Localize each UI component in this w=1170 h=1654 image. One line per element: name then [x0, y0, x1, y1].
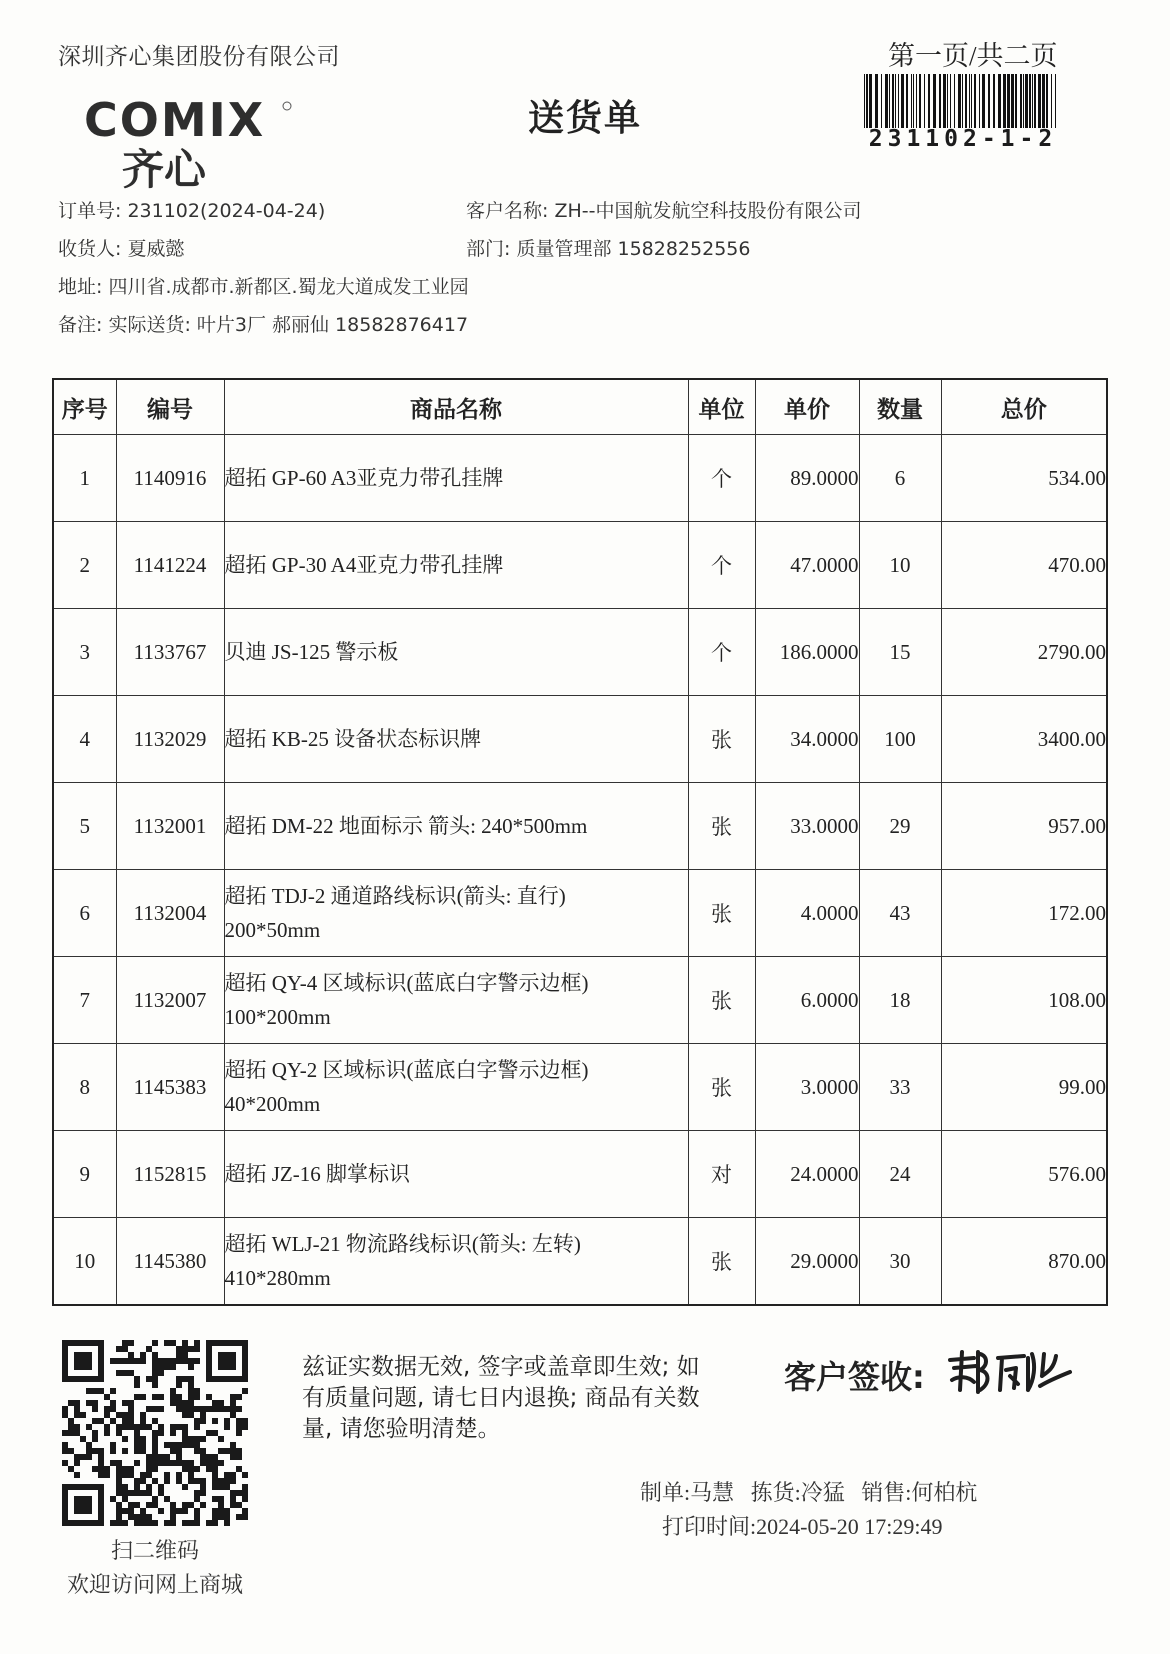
barcode [862, 74, 1062, 128]
item-name-line: 超拓 QY-2 区域标识(蓝底白字警示边框) [224, 1058, 589, 1082]
barcode-bar [911, 74, 912, 128]
maker-label: 制单: [640, 1480, 691, 1505]
barcode-bar [1038, 74, 1041, 128]
barcode-bar [1029, 74, 1031, 128]
column-header: 编号 [116, 379, 224, 435]
item-name [224, 1044, 688, 1131]
item-name-line: 超拓 JZ-16 脚掌标识 [224, 1162, 410, 1186]
barcode-bar [965, 74, 967, 128]
barcode-bar [928, 74, 930, 128]
svg-text:齐心: 齐心 [122, 145, 207, 192]
item-price: 4.0000 [755, 870, 859, 957]
item-price: 29.0000 [755, 1218, 859, 1306]
item-name [224, 783, 688, 870]
item-total: 99.00 [941, 1044, 1107, 1131]
table-row [53, 870, 1107, 957]
barcode-bar [939, 74, 941, 128]
item-name [224, 696, 688, 783]
row-index: 1 [53, 435, 116, 522]
item-quantity: 24 [859, 1131, 941, 1218]
table-row [53, 1131, 1107, 1218]
barcode-bar [993, 74, 995, 128]
order-number-line [58, 196, 325, 223]
barcode-bar [1025, 74, 1028, 128]
item-name-line: 超拓 TDJ-2 通道路线标识(箭头: 直行) [224, 884, 566, 908]
department-line [466, 234, 750, 261]
item-quantity: 18 [859, 957, 941, 1044]
item-code: 1133767 [116, 609, 224, 696]
item-code: 1132004 [116, 870, 224, 957]
barcode-bar [913, 74, 914, 128]
svg-text:COMIX: COMIX [84, 93, 266, 147]
barcode-bar [943, 74, 946, 128]
item-total: 576.00 [941, 1131, 1107, 1218]
item-unit: 个 [688, 435, 755, 522]
barcode-bar [875, 74, 878, 128]
row-index: 7 [53, 957, 116, 1044]
barcode-bar [950, 74, 951, 128]
barcode-bar [889, 74, 890, 128]
table-row [53, 1218, 1107, 1306]
barcode-bar [962, 74, 963, 128]
row-index: 9 [53, 1131, 116, 1218]
item-name-line: 超拓 DM-22 地面标示 箭头: 240*500mm [224, 814, 588, 838]
barcode-bar [892, 74, 894, 128]
item-unit: 张 [688, 1044, 755, 1131]
barcode-bar [1055, 74, 1056, 128]
goods-table [52, 378, 1108, 1306]
item-name-line: 超拓 GP-60 A3亚克力带孔挂牌 [224, 466, 504, 490]
item-code: 1140916 [116, 435, 224, 522]
item-total: 108.00 [941, 957, 1107, 1044]
receiver-line [58, 234, 184, 261]
item-price: 89.0000 [755, 435, 859, 522]
item-code: 1132029 [116, 696, 224, 783]
print-time: 2024-05-20 17:29:49 [756, 1514, 943, 1539]
remark: 实际送货: 叶片3厂 郝丽仙 18582876417 [108, 314, 469, 336]
column-header: 数量 [859, 379, 941, 435]
table-row [53, 609, 1107, 696]
picker-label: 拣货: [750, 1480, 801, 1505]
item-quantity: 100 [859, 696, 941, 783]
item-quantity: 30 [859, 1218, 941, 1306]
item-name [224, 609, 688, 696]
barcode-bar [919, 74, 921, 128]
table-header-row [53, 379, 1107, 435]
address-line [58, 272, 469, 299]
handwritten-signature [944, 1346, 1074, 1398]
barcode-bar [1046, 74, 1048, 128]
item-price: 24.0000 [755, 1131, 859, 1218]
item-price: 6.0000 [755, 957, 859, 1044]
maker-name: 马慧 [690, 1480, 735, 1505]
customer-label: 客户名称: [466, 200, 549, 222]
item-unit: 张 [688, 783, 755, 870]
item-name [224, 957, 688, 1044]
row-index: 8 [53, 1044, 116, 1131]
barcode-bar [864, 74, 865, 128]
customer-signature-label: 客户签收: [784, 1358, 925, 1396]
item-total: 534.00 [941, 435, 1107, 522]
column-header: 单位 [688, 379, 755, 435]
barcode-bar [924, 74, 925, 128]
item-unit: 个 [688, 609, 755, 696]
column-header: 总价 [941, 379, 1107, 435]
barcode-bar [971, 74, 972, 128]
column-header: 商品名称 [224, 379, 688, 435]
table-row [53, 435, 1107, 522]
item-name [224, 870, 688, 957]
item-size-line: 410*280mm [224, 1266, 331, 1290]
item-quantity: 6 [859, 435, 941, 522]
barcode-bar [1003, 74, 1006, 128]
item-total: 957.00 [941, 783, 1107, 870]
order-number-label: 订单号: [58, 200, 122, 222]
item-total: 172.00 [941, 870, 1107, 957]
item-unit: 张 [688, 870, 755, 957]
row-index: 2 [53, 522, 116, 609]
staff-line [640, 1476, 977, 1507]
print-time-line [662, 1510, 943, 1541]
customer-name: ZH--中国航发航空科技股份有限公司 [554, 200, 862, 222]
item-name-line: 超拓 GP-30 A4亚克力带孔挂牌 [224, 553, 504, 577]
barcode-bar [1051, 74, 1052, 128]
remark-line [58, 310, 468, 337]
row-index: 5 [53, 783, 116, 870]
barcode-bar [885, 74, 888, 128]
row-index: 4 [53, 696, 116, 783]
department-label: 部门: [466, 238, 511, 260]
picker-name: 冷猛 [800, 1480, 845, 1505]
barcode-number: 231102-1-2 [868, 126, 1058, 152]
item-unit: 对 [688, 1131, 755, 1218]
barcode-bar [1007, 74, 1010, 128]
barcode-bar [901, 74, 904, 128]
barcode-bar [947, 74, 948, 128]
order-number: 231102(2024-04-24) [127, 200, 326, 222]
receiver-name: 夏威懿 [127, 238, 185, 260]
table-row [53, 783, 1107, 870]
item-price: 47.0000 [755, 522, 859, 609]
row-index: 3 [53, 609, 116, 696]
barcode-bar [866, 74, 868, 128]
item-code: 1132001 [116, 783, 224, 870]
notice-text: 兹证实数据无效, 签字或盖章即生效; 如有质量问题, 请七日内退换; 商品有关数量, 请您验明清楚。 [302, 1354, 700, 1442]
barcode-bar [998, 74, 1001, 128]
item-price: 3.0000 [755, 1044, 859, 1131]
barcode-bar [906, 74, 908, 128]
barcode-bar [869, 74, 872, 128]
sales-name: 何柏杭 [911, 1480, 978, 1505]
item-total: 870.00 [941, 1218, 1107, 1306]
table-row [53, 1044, 1107, 1131]
item-code: 1152815 [116, 1131, 224, 1218]
item-name-line: 超拓 KB-25 设备状态标识牌 [224, 727, 482, 751]
qr-code [62, 1340, 248, 1526]
barcode-bar [1034, 74, 1036, 128]
table-row [53, 696, 1107, 783]
item-name-line: 贝迪 JS-125 警示板 [224, 640, 399, 664]
item-unit: 张 [688, 957, 755, 1044]
address-label: 地址: [58, 276, 103, 298]
barcode-bar [1042, 74, 1045, 128]
item-price: 34.0000 [755, 696, 859, 783]
table-row [53, 957, 1107, 1044]
item-name [224, 1218, 688, 1306]
item-size-line: 200*50mm [224, 918, 321, 942]
item-code: 1145383 [116, 1044, 224, 1131]
barcode-bar [895, 74, 896, 128]
receiver-label: 收货人: [58, 238, 122, 260]
barcode-bar [898, 74, 899, 128]
remark-label: 备注: [58, 314, 103, 336]
item-quantity: 29 [859, 783, 941, 870]
table-row [53, 522, 1107, 609]
barcode-bar [974, 74, 976, 128]
company-name: 深圳齐心集团股份有限公司 [58, 44, 340, 70]
item-name [224, 522, 688, 609]
barcode-bar [1020, 74, 1022, 128]
barcode-bar [933, 74, 936, 128]
customer-line [466, 196, 861, 223]
column-header: 单价 [755, 379, 859, 435]
qr-caption-mall: 欢迎访问网上商城 [66, 1573, 243, 1598]
item-name [224, 435, 688, 522]
item-code: 1141224 [116, 522, 224, 609]
item-quantity: 43 [859, 870, 941, 957]
sales-label: 销售: [861, 1480, 912, 1505]
barcode-bar [881, 74, 882, 128]
item-total: 470.00 [941, 522, 1107, 609]
item-price: 33.0000 [755, 783, 859, 870]
barcode-bar [1011, 74, 1014, 128]
barcode-bar [982, 74, 985, 128]
item-quantity: 15 [859, 609, 941, 696]
barcode-bar [1023, 74, 1024, 128]
document-title: 送货单 [527, 98, 642, 139]
barcode-bar [1015, 74, 1017, 128]
print-time-label: 打印时间: [662, 1514, 757, 1539]
barcode-bar [958, 74, 961, 128]
item-total: 2790.00 [941, 609, 1107, 696]
item-total: 3400.00 [941, 696, 1107, 783]
barcode-bar [1032, 74, 1033, 128]
item-unit: 张 [688, 1218, 755, 1306]
item-name [224, 1131, 688, 1218]
page-indicator: 第一页/共二页 [888, 41, 1058, 71]
address: 四川省.成都市.新都区.蜀龙大道成发工业园 [108, 276, 469, 298]
item-price: 186.0000 [755, 609, 859, 696]
item-name-line: 超拓 WLJ-21 物流路线标识(箭头: 左转) [224, 1232, 581, 1256]
column-header: 序号 [53, 379, 116, 435]
item-code: 1132007 [116, 957, 224, 1044]
barcode-bar [969, 74, 970, 128]
barcode-bar [979, 74, 980, 128]
item-code: 1145380 [116, 1218, 224, 1306]
item-size-line: 40*200mm [224, 1092, 321, 1116]
barcode-bar [916, 74, 917, 128]
item-unit: 张 [688, 696, 755, 783]
item-quantity: 10 [859, 522, 941, 609]
qr-caption: 扫二维码 [110, 1539, 199, 1564]
row-index: 6 [53, 870, 116, 957]
row-index: 10 [53, 1218, 116, 1306]
item-unit: 个 [688, 522, 755, 609]
item-quantity: 33 [859, 1044, 941, 1131]
barcode-bar [954, 74, 955, 128]
barcode-bar [988, 74, 990, 128]
item-size-line: 100*200mm [224, 1005, 331, 1029]
department: 质量管理部 15828252556 [516, 238, 751, 260]
item-name-line: 超拓 QY-4 区域标识(蓝底白字警示边框) [224, 971, 589, 995]
